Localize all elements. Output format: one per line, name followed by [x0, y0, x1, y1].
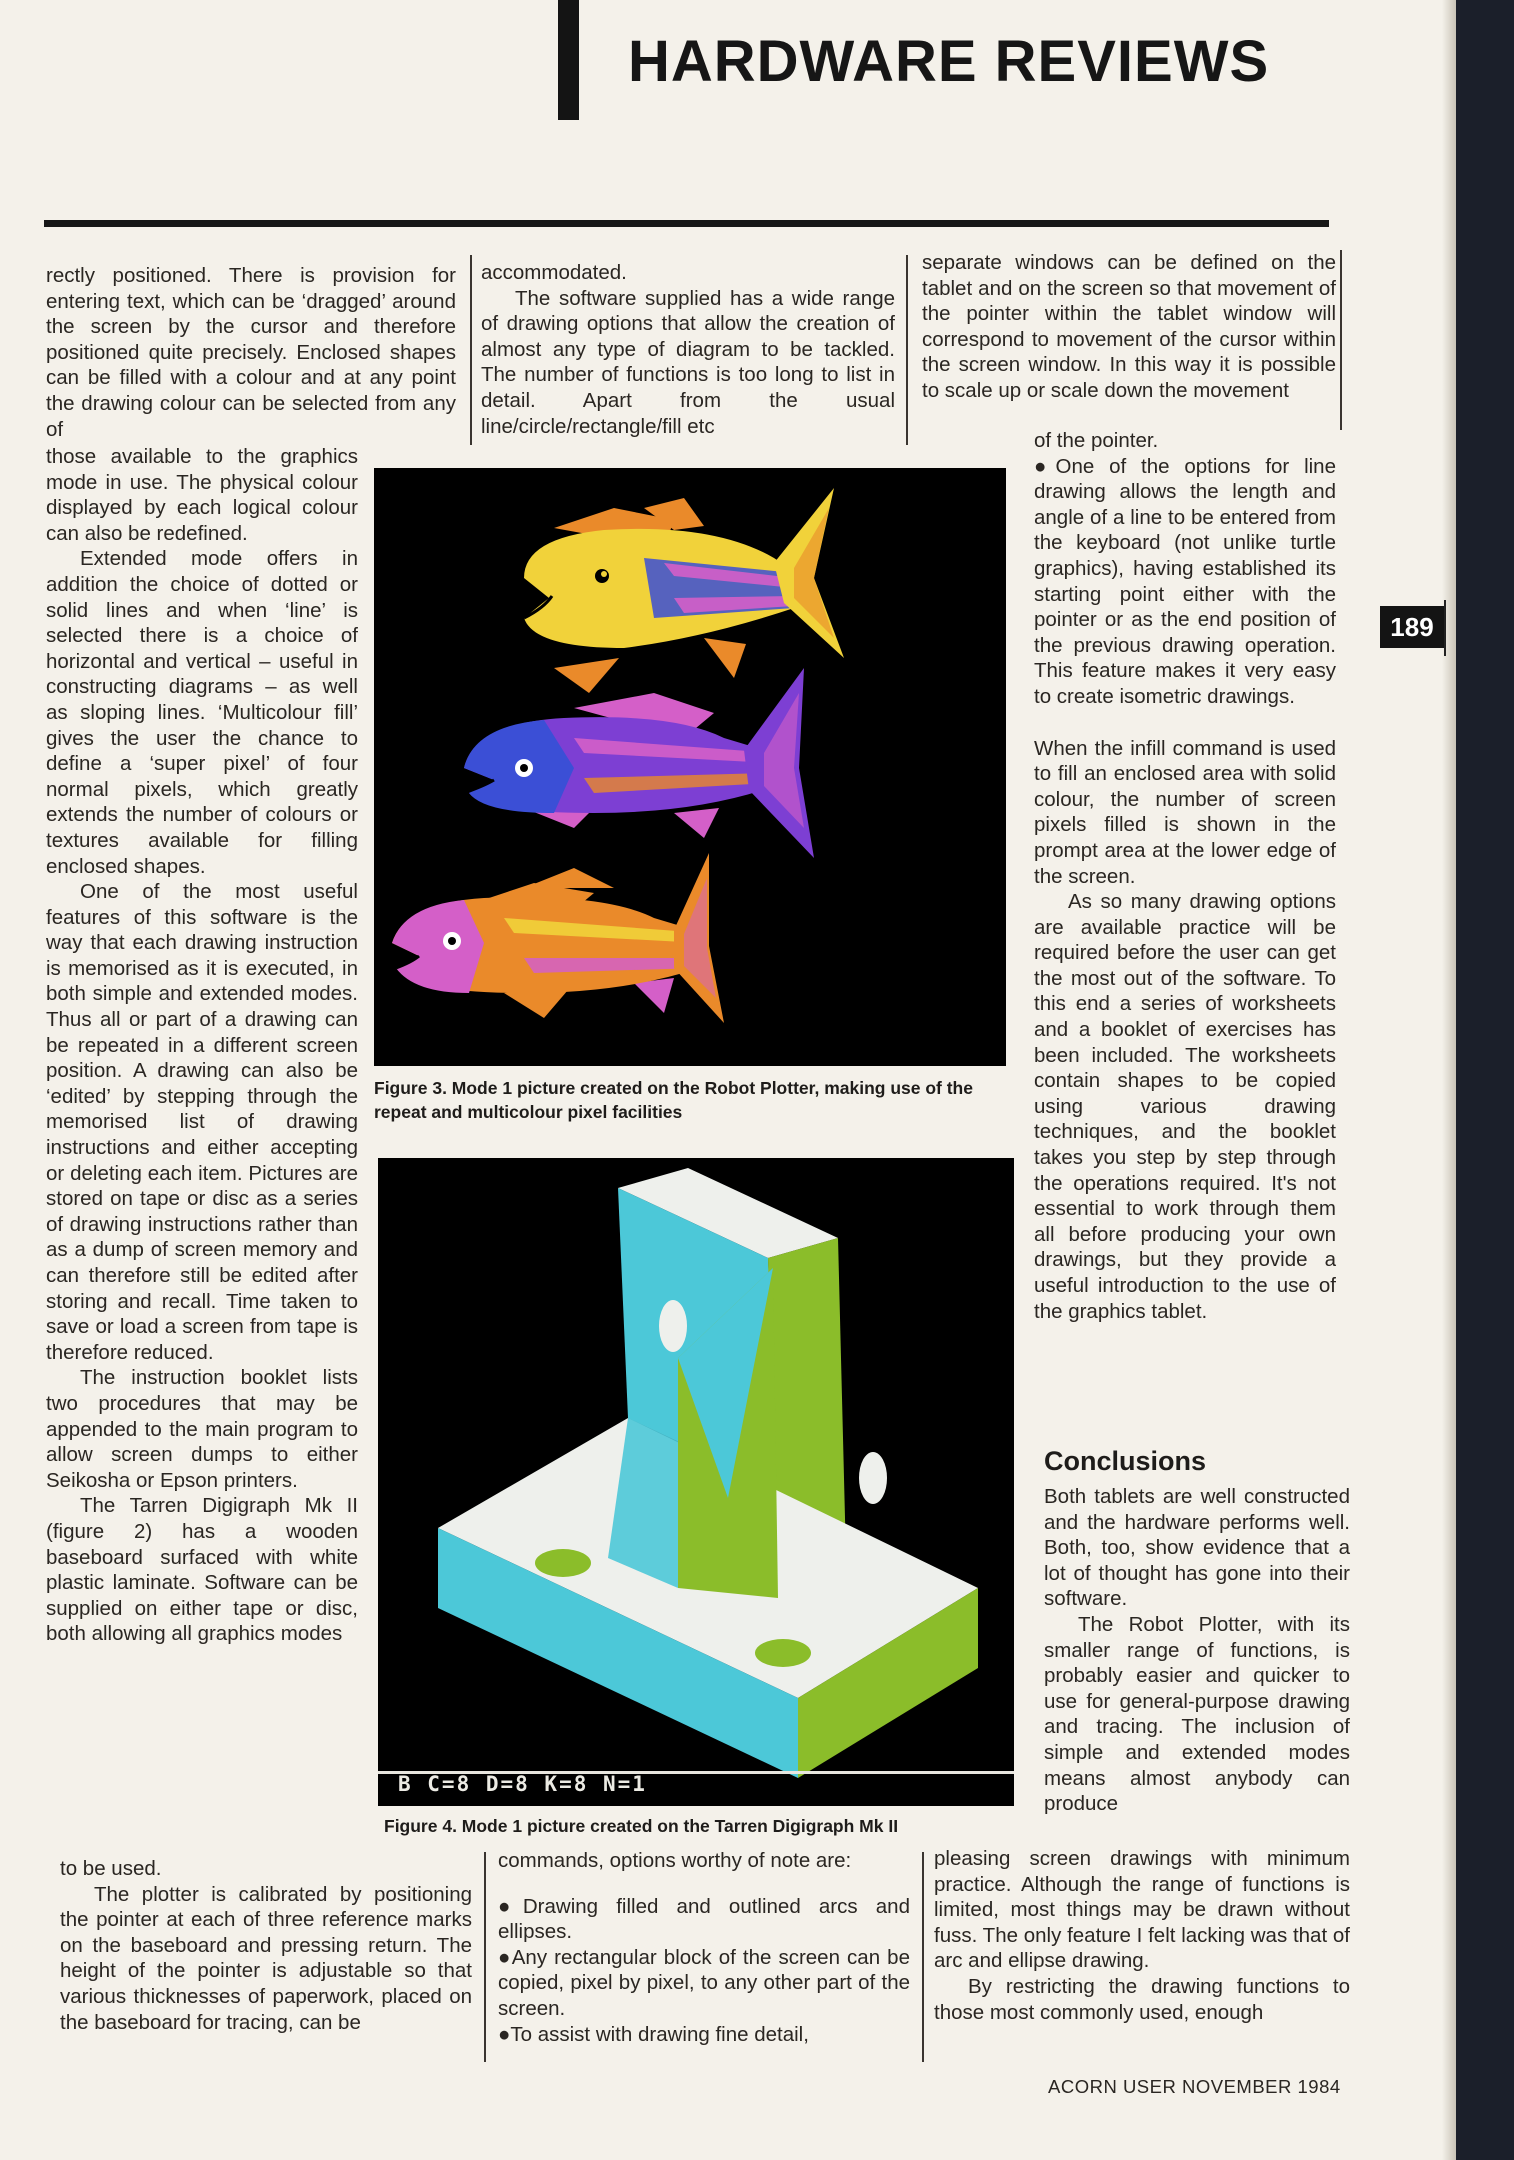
footer-issue: ACORN USER NOVEMBER 1984: [1048, 2076, 1341, 2097]
paragraph: The software supplied has a wide range of drawing options that allow the creation of almost any type of diagram to be tackled. The number of functions is too long to list in detail. Apart from the usual line/circle/rectangle/fill etc: [481, 286, 895, 438]
col3-narrow-text: [1034, 428, 1336, 1324]
paragraph: Extended mode offers in addition the choice of dotted or solid lines and when ‘line’ is selected there is a choice of horizontal and vertical – useful in constructing diagrams – as well as sloping lines. ‘Multicolour fill’ gives the user the chance to define a ‘super pixel’ of four normal pixels, which greatly extends the number of colours or textures available for filling enclosed shapes.: [46, 547, 358, 878]
paragraph: separate windows can be defined on the tablet and on the screen so that movement of the pointer within the tablet window will correspond to movement of the cursor within the screen window. In this way it is possible to scale up or scale down the movement: [922, 251, 1336, 402]
col1-bottom-text: [60, 1856, 472, 2035]
list-item: ●To assist with drawing fine detail,: [498, 2022, 809, 2046]
column-divider-3: [1340, 250, 1342, 430]
paragraph: to be used.: [60, 1857, 162, 1880]
col2-top-text: [481, 260, 895, 439]
paragraph: Both tablets are well constructed and the hardware performs well. Both, too, show evidence that a lot of thought has gone into their software.: [1044, 1485, 1350, 1611]
figure-3-image: [374, 468, 1006, 1066]
column-divider-2: [906, 255, 908, 445]
hole: [755, 1639, 811, 1667]
paragraph: ●One of the options for line drawing allows the length and angle of a line to be entered from the keyboard (not unlike turtle graphics), having established its starting point either with the pointer or as the end position of the previous drawing operation. This feature makes it very easy to create isometric drawings.: [1034, 454, 1336, 708]
paragraph: The Robot Plotter, with its smaller range of functions, is probably easier and quicker to use for general-purpose drawing and tracing. The inclusion of simple and extended modes means almost anybody can produce: [1044, 1612, 1350, 1816]
page-edge-gradient: [1442, 0, 1456, 2160]
page-number: 189: [1380, 606, 1444, 648]
paragraph: The Tarren Digigraph Mk II (figure 2) has a wooden baseboard surfaced with white plastic laminate. Software can be supplied on either tape or disc, both allowing all graphics modes: [46, 1494, 358, 1646]
paragraph: pleasing screen drawings with minimum practice. Although the range of functions is limited, most things may be drawn without fuss. The only feature I felt lacking was that of arc and ellipse drawing.: [934, 1847, 1350, 1973]
page-edge-shadow: [1452, 0, 1514, 2160]
figure-4-caption: Figure 4. Mode 1 picture created on the Tarren Digigraph Mk II: [384, 1816, 899, 1836]
isometric-block-illustration: [378, 1158, 1014, 1806]
fish-blue: [464, 668, 814, 858]
column-divider-5: [922, 1852, 924, 2062]
page-title: HARDWARE REVIEWS: [628, 29, 1270, 94]
paragraph: rectly positioned. There is provision for entering text, which can be ‘dragged’ around the screen by the cursor and therefore positioned quite precisely. Enclosed shapes can be filled with a colour and at any point the drawing colour can be selected from any of: [46, 264, 456, 441]
conclusions-heading: Conclusions: [1044, 1446, 1207, 1476]
paragraph: commands, options worthy of note are:: [498, 1849, 852, 1872]
paragraph: As so many drawing options are available practice will be required before the user can get the most out of the software. To this end a series of worksheets and a booklet of exercises has been included. The worksheets contain shapes to be copied using various drawing techniques, and the booklet takes you step by step through the operations required. It's not essential to work through them all before producing your own drawings, but they provide a useful introduction to the use of the graphics tablet.: [1034, 890, 1336, 1323]
col2-bottom-text: [498, 1848, 910, 2047]
paragraph: accommodated.: [481, 261, 627, 284]
col3-conclusions-text: [1044, 1484, 1350, 1817]
list-item: ●Drawing filled and outlined arcs and ellipses.: [498, 1894, 910, 1944]
fish-magenta: [392, 853, 724, 1023]
column-divider-4: [484, 1852, 486, 2062]
paragraph: of the pointer.: [1034, 429, 1159, 452]
paragraph: The plotter is calibrated by positioning the pointer at each of three reference marks on the baseboard and pressing return. The height of the pointer is adjustable so that various thicknesses of paperwork, placed on the baseboard for tracing, can be: [60, 1882, 472, 2034]
paragraph: By restricting the drawing functions to those most commonly used, enough: [934, 1974, 1350, 2024]
paragraph: One of the most useful features of this software is the way that each drawing instruction is memorised as it is executed, in both simple and extended modes. Thus all or part of a drawing can be repeated in a different screen position. A drawing can also be ‘edited’ by stepping through the memorised list of drawing instructions and either accepting or deleting each item. Pictures are stored on tape or disc as a series of drawing instructions rather than as a dump of screen memory and can therefore still be edited after storing and recall. Time taken to save or load a screen from tape is therefore reduced.: [46, 880, 358, 1364]
page-number-tick: [1444, 600, 1446, 656]
col1-narrow-text: [46, 444, 358, 1647]
fish-illustration: [374, 468, 1006, 1066]
col3-bottom-text: [934, 1846, 1350, 2025]
paragraph: When the infill command is used to fill an enclosed area with solid colour, the number of screen pixels filled is shown in the prompt area at the lower edge of the screen.: [1034, 736, 1336, 888]
paragraph: The instruction booklet lists two procedures that may be appended to the main program to allow screen dumps to either Seikosha or Epson printers.: [46, 1366, 358, 1492]
hole: [659, 1300, 687, 1352]
fish-yellow: [524, 488, 844, 693]
col3-top-text: [922, 250, 1336, 404]
list-item: ●Any rectangular block of the screen can be copied, pixel by pixel, to any other part of the screen.: [498, 1945, 910, 2020]
figure-3-caption: Figure 3. Mode 1 picture created on the Robot Plotter, making use of the repeat and multicolour pixel facilities: [374, 1078, 973, 1122]
screen-status-line: B C=8 D=8 K=8 N=1: [398, 1772, 647, 1796]
isometric-block: [438, 1168, 978, 1778]
header-rule: [44, 220, 1329, 227]
paragraph: those available to the graphics mode in use. The physical colour displayed by each logical colour can also be redefined.: [46, 445, 358, 545]
hole: [859, 1452, 887, 1504]
column-divider-1: [470, 255, 472, 445]
header-bar: [558, 0, 579, 120]
figure-4-image: [378, 1158, 1014, 1806]
hole: [535, 1549, 591, 1577]
col1-top-text: [46, 263, 456, 442]
